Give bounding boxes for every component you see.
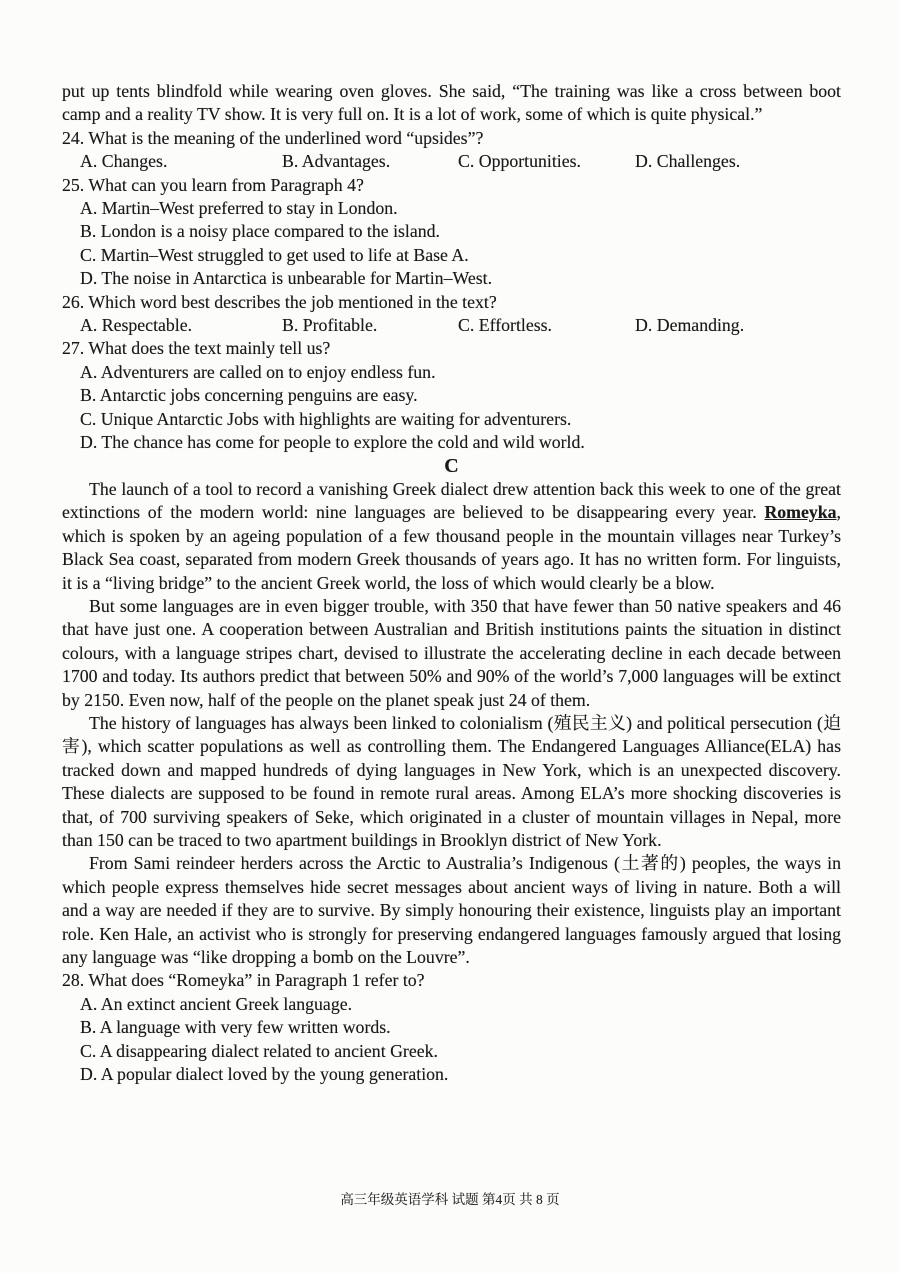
paragraph-1-after-keyword: , which is spoken by an ageing population of a few thousand people in the mountain villages near Turkey’s Black Sea coast, separated from modern Greek thousands of years ago. It has no written form. For linguists, it is a “living bridge” to the ancient Greek world, the loss of which would clearly be a blow. xyxy=(62,502,841,593)
section-c-heading: C xyxy=(444,454,459,477)
question-26-option-d: D. Demanding. xyxy=(635,315,745,336)
question-26-text: Which word best describes the job mentioned in the text? xyxy=(88,291,497,312)
question-26-number: 26. xyxy=(62,291,85,312)
passage-c-paragraph-3: The history of languages has always been linked to colonialism (殖民主义) and political persecution (迫害), which scatter populations as well as controlling them. The Endangered Languages Alliance(ELA) has tracked down and mapped hundreds of dying languages in New York, which is an unexpected discovery. These dialects are supposed to be found in remote rural areas. Among ELA’s more shocking discoveries is that, of 700 surviving speakers of Seke, which originated in a cluster of mountain villages in Nepal, more than 150 can be traced to two apartment buildings in Brooklyn district of New York. xyxy=(62,712,841,850)
passage-b-fragment: put up tents blindfold while wearing oven gloves. She said, “The training was like a cross between boot camp and a reality TV show. It is very full on. It is a lot of work, some of which is quite physical.” xyxy=(62,81,841,125)
passage-c-paragraph-2: But some languages are in even bigger trouble, with 350 that have fewer than 50 native speakers and 46 that have just one. A cooperation between Australian and British institutions paints the situation in distinct colours, with a language stripes chart, devised to illustrate the accelerating decline in each decade between 1700 and today. Its authors predict that between 50% and 90% of the world’s 7,000 languages will be extinct by 2150. Even now, half of the people on the planet speak just 24 of them. xyxy=(62,595,841,710)
question-25-option-d: D. The noise in Antarctica is unbearable for Martin–West. xyxy=(80,268,493,289)
question-24-options xyxy=(62,150,841,173)
question-27-option-c: C. Unique Antarctic Jobs with highlights are waiting for adventurers. xyxy=(80,408,572,429)
question-26-option-c: C. Effortless. xyxy=(458,315,553,336)
page-footer: 高三年级英语学科 试题 第4页 共 8 页 xyxy=(340,1192,560,1207)
passage-c-paragraph-4: From Sami reindeer herders across the Arctic to Australia’s Indigenous (土著的) peoples, the ways in which people express themselves hide secret messages about ancient ways of living in nature. Both a will and a way are needed if they are to survive. By simply honouring their existence, linguists play an important role. Ken Hale, an activist who is strongly for preserving endangered languages famously argued that losing any language was “like dropping a bomb on the Louvre”. xyxy=(62,853,841,968)
question-28-option-b: B. A language with very few written words. xyxy=(80,1017,391,1038)
passage-c-paragraph-1 xyxy=(62,478,841,595)
question-28-options xyxy=(62,993,841,1087)
passage-c xyxy=(62,478,841,970)
question-24-option-d: D. Challenges. xyxy=(635,151,741,172)
romeyka-keyword: Romeyka xyxy=(764,502,837,523)
question-25-option-c: C. Martin–West struggled to get used to life at Base A. xyxy=(80,244,469,265)
question-24-option-c: C. Opportunities. xyxy=(458,151,581,172)
question-25 xyxy=(62,174,841,291)
question-28-text: What does “Romeyka” in Paragraph 1 refer to? xyxy=(88,970,425,991)
exam-page xyxy=(62,80,841,1086)
question-24-number: 24. xyxy=(62,127,85,148)
question-24-option-b: B. Advantages. xyxy=(282,151,391,172)
question-28-option-d: D. A popular dialect loved by the young generation. xyxy=(80,1064,449,1085)
question-28-option-a: A. An extinct ancient Greek language. xyxy=(80,993,353,1014)
question-26 xyxy=(62,291,841,338)
question-28-option-c: C. A disappearing dialect related to ancient Greek. xyxy=(80,1040,438,1061)
question-24-option-a: A. Changes. xyxy=(80,151,168,172)
question-25-text: What can you learn from Paragraph 4? xyxy=(88,174,364,195)
question-27-option-b: B. Antarctic jobs concerning penguins are easy. xyxy=(80,385,418,406)
question-25-number: 25. xyxy=(62,174,85,195)
question-26-option-a: A. Respectable. xyxy=(80,315,193,336)
question-26-options xyxy=(62,314,841,337)
question-27-options xyxy=(62,361,841,455)
paragraph-1-before-keyword: The launch of a tool to record a vanishing Greek dialect drew attention back this week to one of the great extinctions of the modern world: nine languages are believed to be disappearing every year. xyxy=(62,478,841,523)
question-27 xyxy=(62,337,841,454)
question-25-option-a: A. Martin–West preferred to stay in London. xyxy=(80,198,398,219)
question-25-option-b: B. London is a noisy place compared to the island. xyxy=(80,221,440,242)
question-24 xyxy=(62,127,841,174)
question-28 xyxy=(62,969,841,1086)
question-26-option-b: B. Profitable. xyxy=(282,315,378,336)
question-28-number: 28. xyxy=(62,970,85,991)
question-27-text: What does the text mainly tell us? xyxy=(88,338,331,359)
question-25-options xyxy=(62,197,841,291)
question-27-number: 27. xyxy=(62,338,85,359)
question-24-text: What is the meaning of the underlined word “upsides”? xyxy=(88,127,484,148)
question-27-option-d: D. The chance has come for people to explore the cold and wild world. xyxy=(80,432,585,453)
question-27-option-a: A. Adventurers are called on to enjoy endless fun. xyxy=(80,361,436,382)
